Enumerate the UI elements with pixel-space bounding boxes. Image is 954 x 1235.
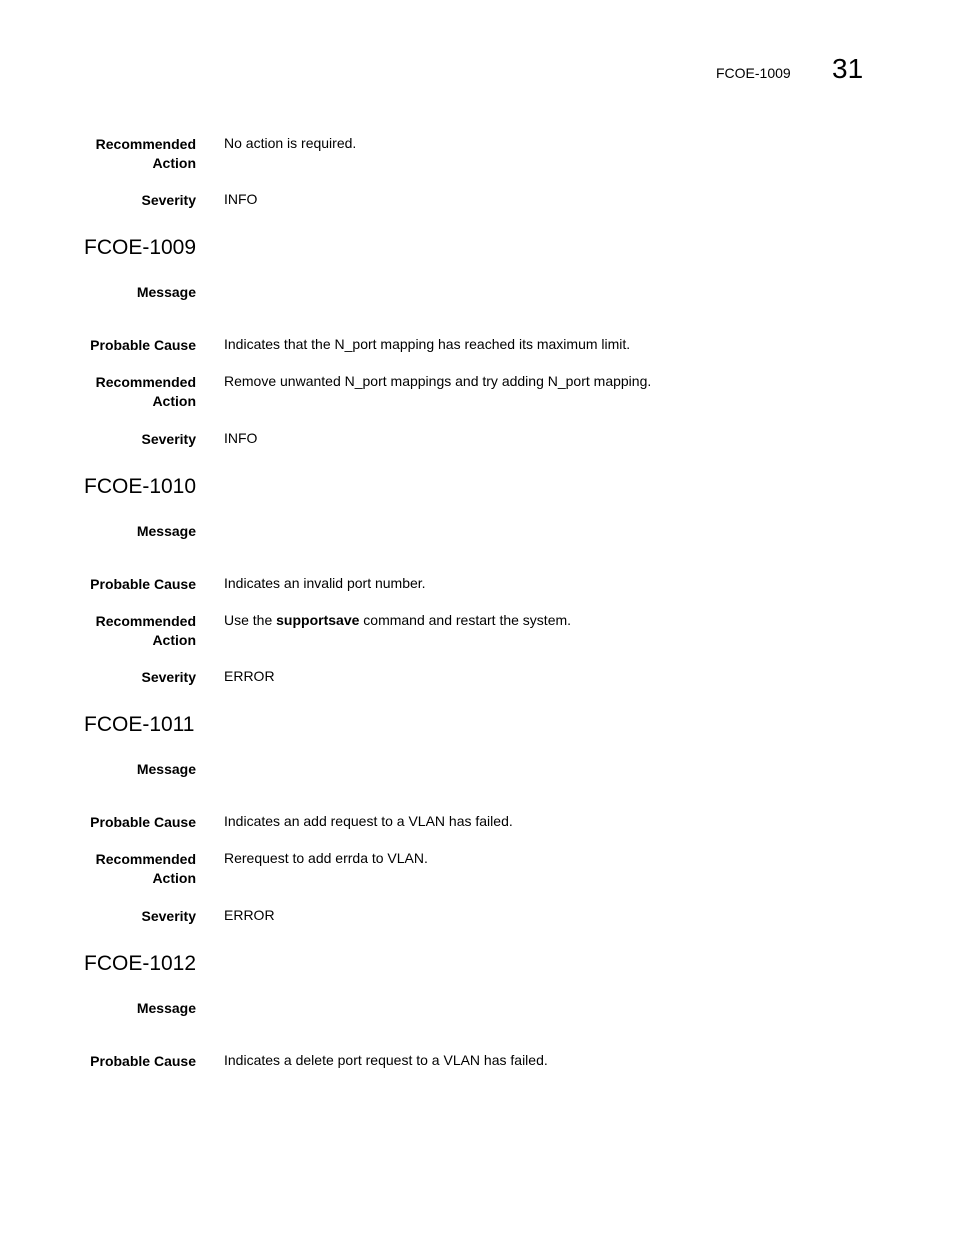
message-label: Message — [136, 523, 196, 539]
severity-label: Severity — [141, 192, 196, 208]
severity-value: ERROR — [224, 907, 275, 923]
section-title: FCOE-1011 — [84, 713, 195, 736]
section-title: FCOE-1010 — [84, 475, 197, 498]
recommended-action-value: Remove unwanted N_port mappings and try adding N_port mapping. — [224, 373, 652, 389]
running-header-title: FCOE-1009 — [716, 65, 791, 81]
section-title: FCOE-1012 — [84, 952, 197, 975]
recommended-action-label: Recommended Action — [95, 374, 196, 409]
recommended-action-value: Use the supportsave command and restart the system. — [224, 612, 572, 628]
message-label: Message — [136, 284, 196, 300]
recommended-action-value: Rerequest to add errda to VLAN. — [224, 850, 428, 866]
message-label: Message — [136, 1000, 196, 1016]
probable-cause-label: Probable Cause — [90, 1053, 196, 1069]
command-name: supportsave — [276, 612, 360, 628]
recommended-action-value: No action is required. — [224, 135, 357, 151]
severity-label: Severity — [141, 431, 196, 447]
chapter-number: 31 — [832, 53, 864, 84]
probable-cause-value: Indicates an add request to a VLAN has failed. — [224, 813, 513, 829]
message-label: Message — [136, 761, 196, 777]
severity-value: INFO — [224, 430, 258, 446]
severity-label: Severity — [141, 908, 196, 924]
recommended-action-label: Recommended Action — [95, 136, 196, 171]
probable-cause-label: Probable Cause — [90, 337, 196, 353]
recommended-action-label: Recommended Action — [95, 851, 196, 886]
section-title: FCOE-1009 — [84, 236, 197, 259]
severity-value: ERROR — [224, 668, 275, 684]
probable-cause-label: Probable Cause — [90, 576, 196, 592]
probable-cause-value: Indicates a delete port request to a VLAN has failed. — [224, 1052, 548, 1068]
severity-label: Severity — [141, 669, 196, 685]
severity-value: INFO — [224, 191, 258, 207]
probable-cause-label: Probable Cause — [90, 814, 196, 830]
probable-cause-value: Indicates an invalid port number. — [224, 575, 426, 591]
probable-cause-value: Indicates that the N_port mapping has reached its maximum limit. — [224, 336, 631, 352]
recommended-action-label: Recommended Action — [95, 613, 196, 648]
